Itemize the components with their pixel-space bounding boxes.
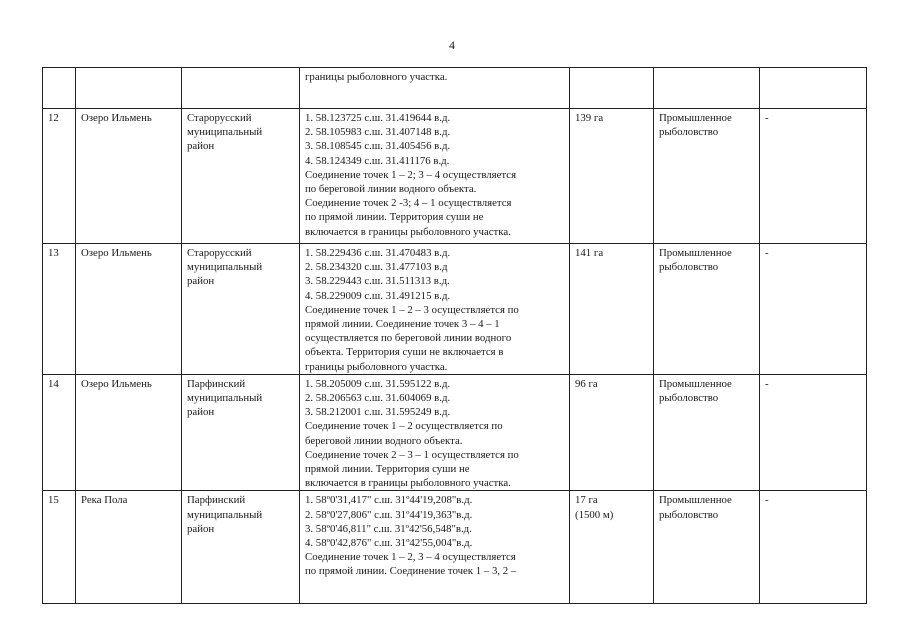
area-line: 17 га <box>575 494 598 507</box>
description-line: 3. 58º0'46,811" с.ш. 31º42'56,548"в.д. <box>305 522 472 535</box>
description-line: осуществляется по береговой линии водного <box>305 332 512 345</box>
description-line: 1. 58.205009 с.ш. 31.595122 в.д. <box>305 377 451 390</box>
district-name <box>182 109 300 244</box>
row-number: 13 <box>43 244 76 375</box>
district-line: муниципальный <box>187 261 263 274</box>
description-line: 3. 58.212001 с.ш. 31.595249 в.д. <box>305 406 451 419</box>
row-number: 15 <box>43 491 76 604</box>
description-line: по прямой линии. Соединение точек 1 – 3, 2 – <box>305 565 517 578</box>
row-number: 12 <box>43 109 76 244</box>
district-line: муниципальный <box>187 508 263 521</box>
purpose-line: Промышленное <box>659 494 732 507</box>
district-line: район <box>187 275 215 288</box>
area-value <box>570 244 654 375</box>
row-number: 14 <box>43 374 76 491</box>
purpose-line: рыболовство <box>659 126 719 139</box>
fishing-purpose <box>654 109 760 244</box>
description-line: 1. 58.229436 с.ш. 31.470483 в.д. <box>305 247 451 259</box>
description-line: прямой линии. Соединение точек 3 – 4 – 1 <box>305 318 500 331</box>
description-line: объекта. Территория суши не включается в <box>305 346 504 359</box>
cell-description <box>300 68 570 109</box>
area-value <box>570 109 654 244</box>
area-line: 96 га <box>575 377 598 390</box>
description-line: прямой линии. Территория суши не <box>305 463 470 476</box>
district-line: Парфинский <box>187 377 246 390</box>
area-value <box>570 374 654 491</box>
district-name <box>182 374 300 491</box>
district-line: район <box>187 140 215 153</box>
purpose-line: рыболовство <box>659 261 719 274</box>
cell-area <box>570 68 654 109</box>
area-value <box>570 491 654 604</box>
purpose-line: Промышленное <box>659 112 732 124</box>
purpose-line: Промышленное <box>659 377 732 390</box>
district-line: район <box>187 522 215 535</box>
water-body-name: Озеро Ильмень <box>76 109 182 244</box>
description-line: Соединение точек 2 – 3 – 1 осуществляется по <box>305 448 519 461</box>
purpose-line: Промышленное <box>659 247 732 259</box>
district-line: район <box>187 406 215 419</box>
description-line: 2. 58.206563 с.ш. 31.604069 в.д. <box>305 392 451 405</box>
extra-value: - <box>760 244 867 375</box>
district-line: муниципальный <box>187 126 263 139</box>
fishing-purpose <box>654 491 760 604</box>
table-row-continuation <box>43 68 867 109</box>
description-line: 2. 58.105983 с.ш. 31.407148 в.д. <box>305 126 451 139</box>
cell-purpose <box>654 68 760 109</box>
description-line: 4. 58º0'42,876" с.ш. 31º42'55,004"в.д. <box>305 537 473 550</box>
table-row <box>43 244 867 375</box>
water-body-name: Озеро Ильмень <box>76 244 182 375</box>
table-row <box>43 491 867 604</box>
description-line: включается в границы рыболовного участка. <box>305 477 511 490</box>
extra-value: - <box>760 374 867 491</box>
description-line: 4. 58.229009 с.ш. 31.491215 в.д. <box>305 289 451 302</box>
area-line: 141 га <box>575 247 604 259</box>
description-line: Соединение точек 2 -3; 4 – 1 осуществляется <box>305 197 512 210</box>
cell-water-body <box>76 68 182 109</box>
fishing-sites-table <box>42 67 867 604</box>
extra-value: - <box>760 491 867 604</box>
description-line: 3. 58.229443 с.ш. 31.511313 в.д. <box>305 275 450 288</box>
description-line: 3. 58.108545 с.ш. 31.405456 в.д. <box>305 140 451 153</box>
district-line: муниципальный <box>187 392 263 405</box>
purpose-line: рыболовство <box>659 508 719 521</box>
description-line: по прямой линии. Территория суши не <box>305 211 484 224</box>
cell-district <box>182 68 300 109</box>
purpose-line: рыболовство <box>659 392 719 405</box>
boundary-description <box>300 374 570 491</box>
water-body-name: Озеро Ильмень <box>76 374 182 491</box>
page-number: 4 <box>449 38 455 52</box>
description-line: Соединение точек 1 – 2; 3 – 4 осуществляется <box>305 168 517 181</box>
cell-extra <box>760 68 867 109</box>
area-line: (1500 м) <box>575 508 614 521</box>
table-row <box>43 374 867 491</box>
description-line: Соединение точек 1 – 2 осуществляется по <box>305 420 503 433</box>
description-line: 1. 58.123725 с.ш. 31.419644 в.д. <box>305 112 451 124</box>
district-line: Парфинский <box>187 494 246 507</box>
description-line: 2. 58.234320 с.ш. 31.477103 в.д <box>305 261 448 274</box>
district-line: Старорусский <box>187 112 252 124</box>
area-line: 139 га <box>575 112 604 124</box>
boundary-description <box>300 109 570 244</box>
water-body-name: Река Пола <box>76 491 182 604</box>
description-line: 2. 58º0'27,806" с.ш. 31º44'19,363"в.д. <box>305 508 473 521</box>
table-row <box>43 109 867 244</box>
description-line: по береговой линии водного объекта. <box>305 183 477 196</box>
continuation-text: границы рыболовного участка. <box>305 71 448 83</box>
description-line: Соединение точек 1 – 2 – 3 осуществляется по <box>305 303 519 316</box>
description-line: включается в границы рыболовного участка. <box>305 225 511 238</box>
description-line: Соединение точек 1 – 2, 3 – 4 осуществляется <box>305 551 516 564</box>
fishing-purpose <box>654 244 760 375</box>
boundary-description <box>300 491 570 604</box>
fishing-purpose <box>654 374 760 491</box>
description-line: границы рыболовного участка. <box>305 360 448 373</box>
district-line: Старорусский <box>187 247 252 259</box>
cell-num <box>43 68 76 109</box>
description-line: 1. 58º0'31,417" с.ш. 31º44'19,208"в.д. <box>305 494 473 507</box>
boundary-description <box>300 244 570 375</box>
district-name <box>182 244 300 375</box>
district-name <box>182 491 300 604</box>
extra-value: - <box>760 109 867 244</box>
description-line: береговой линии водного объекта. <box>305 434 463 447</box>
description-line: 4. 58.124349 с.ш. 31.411176 в.д. <box>305 154 450 167</box>
